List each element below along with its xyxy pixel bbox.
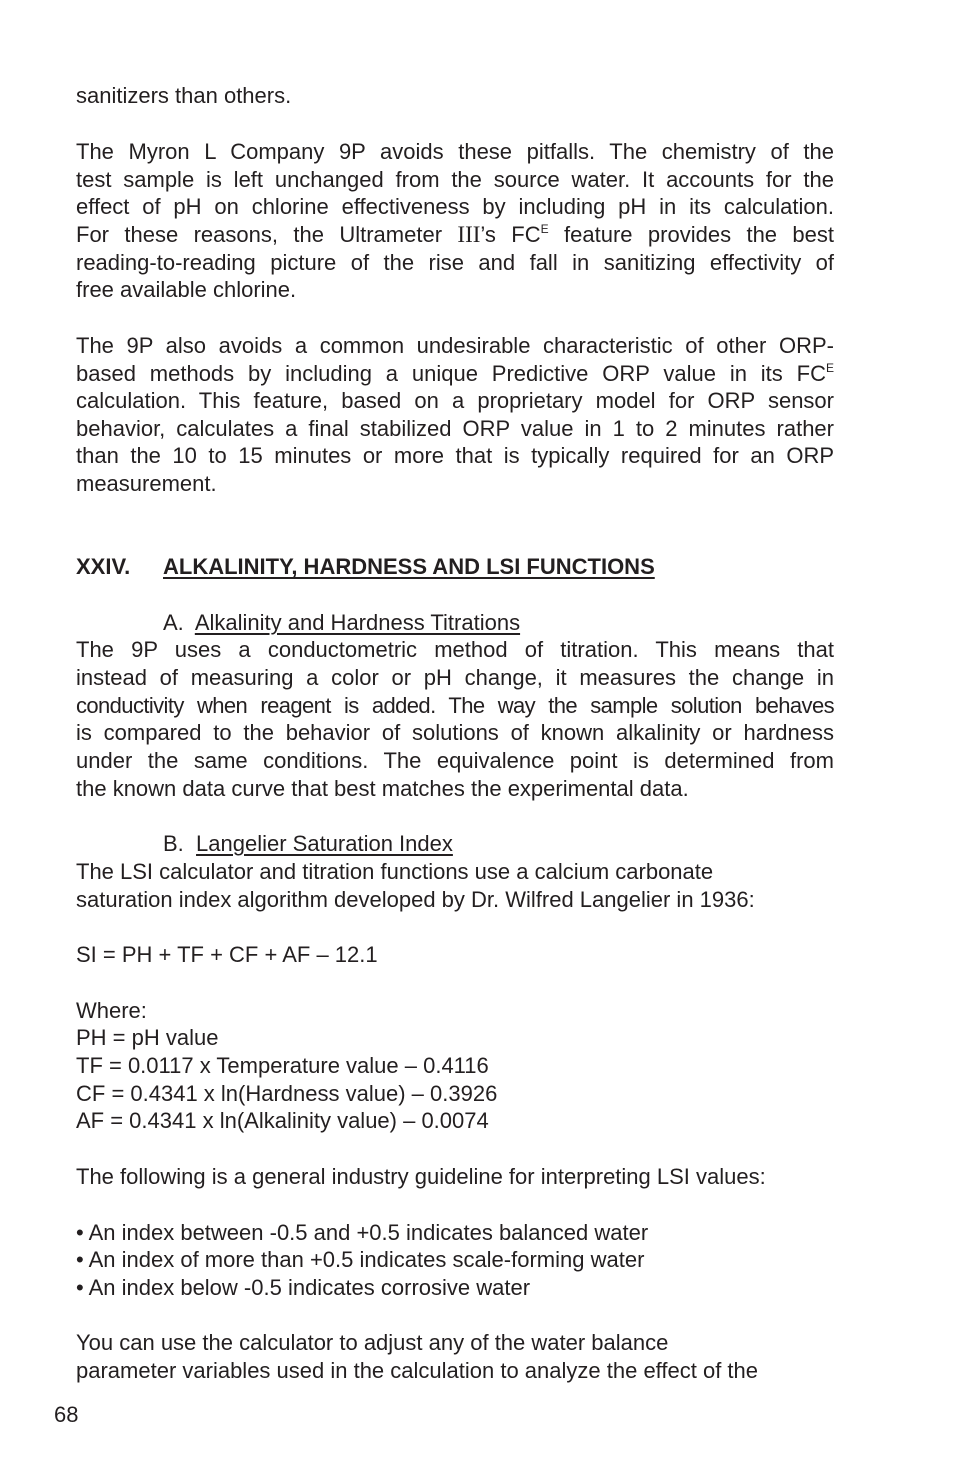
list-item: • An index below -0.5 indicates corrosive water	[76, 1275, 531, 1300]
paragraph-line: test sample is left unchanged from the source water. It accounts for the	[76, 167, 834, 192]
intro-tail-text: sanitizers than others.	[76, 83, 292, 108]
paragraph-line: under the same conditions. The equivalence point is determined from	[76, 748, 834, 773]
page-number: 68	[54, 1402, 79, 1427]
subsection-b-title: Langelier Saturation Index	[196, 831, 453, 856]
paragraph-line: For these reasons, the Ultrameter III’s $FC^E$ feature provides the best	[76, 222, 835, 247]
paragraph-line: effect of pH on chlorine effectiveness by including pH in its calculation.	[76, 194, 834, 219]
subsection-a-title: Alkalinity and Hardness Titrations	[194, 610, 521, 635]
paragraph-line: The LSI calculator and titration functions use a calcium carbonate	[76, 859, 714, 884]
paragraph-line: the known data curve that best matches the experimental data.	[76, 776, 689, 801]
roman-numeral-iii: III	[457, 222, 481, 247]
paragraph-line: reading-to-reading picture of the rise and fall in sanitizing effectivity of	[76, 250, 834, 275]
subsection-a-heading: A. Alkalinity and Hardness Titrations	[163, 610, 521, 635]
paragraph-line: instead of measuring a color or pH change, it measures the change in	[76, 665, 834, 690]
superscript-e: E	[540, 222, 549, 236]
where-label: Where:	[76, 998, 147, 1023]
formula-term-cf: CF = 0.4341 x ln(Hardness value) – 0.3926	[76, 1081, 498, 1106]
section-heading	[76, 553, 655, 581]
paragraph-line: calculation. This feature, based on a proprietary model for ORP sensor	[76, 388, 834, 413]
paragraph-line: is compared to the behavior of solutions of known alkalinity or hardness	[76, 720, 834, 745]
paragraph-line: conductivity when reagent is added. The way the sample solution behaves	[76, 693, 834, 718]
paragraph-line: The Myron L Company 9P avoids these pitfalls. The chemistry of the	[76, 139, 834, 164]
list-item: • An index of more than +0.5 indicates scale-forming water	[76, 1247, 645, 1272]
formula-term-af: AF = 0.4341 x ln(Alkalinity value) – 0.0074	[76, 1108, 489, 1133]
paragraph-line: than the 10 to 15 minutes or more that is typically required for an ORP	[76, 443, 834, 468]
section-number: XXIV.	[76, 554, 131, 579]
formula-term-tf: TF = 0.0117 x Temperature value – 0.4116	[76, 1053, 489, 1078]
superscript-e: E	[825, 361, 834, 375]
paragraph-line: You can use the calculator to adjust any of the water balance	[76, 1330, 669, 1355]
subsection-b-heading: B. Langelier Saturation Index	[163, 831, 453, 856]
paragraph-line: measurement.	[76, 471, 217, 496]
paragraph-line: free available chlorine.	[76, 277, 297, 302]
paragraph-line: behavior, calculates a final stabilized ORP value in 1 to 2 minutes rather	[76, 416, 834, 441]
paragraph-line: The 9P also avoids a common undesirable characteristic of other ORP-	[76, 333, 834, 358]
paragraph-line: based methods by including a unique Predictive ORP value in its $FC^E$	[76, 361, 834, 386]
paragraph-line: saturation index algorithm developed by Dr. Wilfred Langelier in 1936:	[76, 887, 755, 912]
lsi-formula: SI = PH + TF + CF + AF – 12.1	[76, 942, 378, 967]
guideline-text: The following is a general industry guideline for interpreting LSI values:	[76, 1164, 766, 1189]
paragraph-line: The 9P uses a conductometric method of titration. This means that	[76, 637, 834, 662]
formula-term-ph: PH = pH value	[76, 1025, 219, 1050]
list-item: • An index between -0.5 and +0.5 indicates balanced water	[76, 1220, 649, 1245]
paragraph-line: parameter variables used in the calculation to analyze the effect of the	[76, 1358, 759, 1383]
section-title: ALKALINITY, HARDNESS AND LSI FUNCTIONS	[163, 554, 655, 579]
